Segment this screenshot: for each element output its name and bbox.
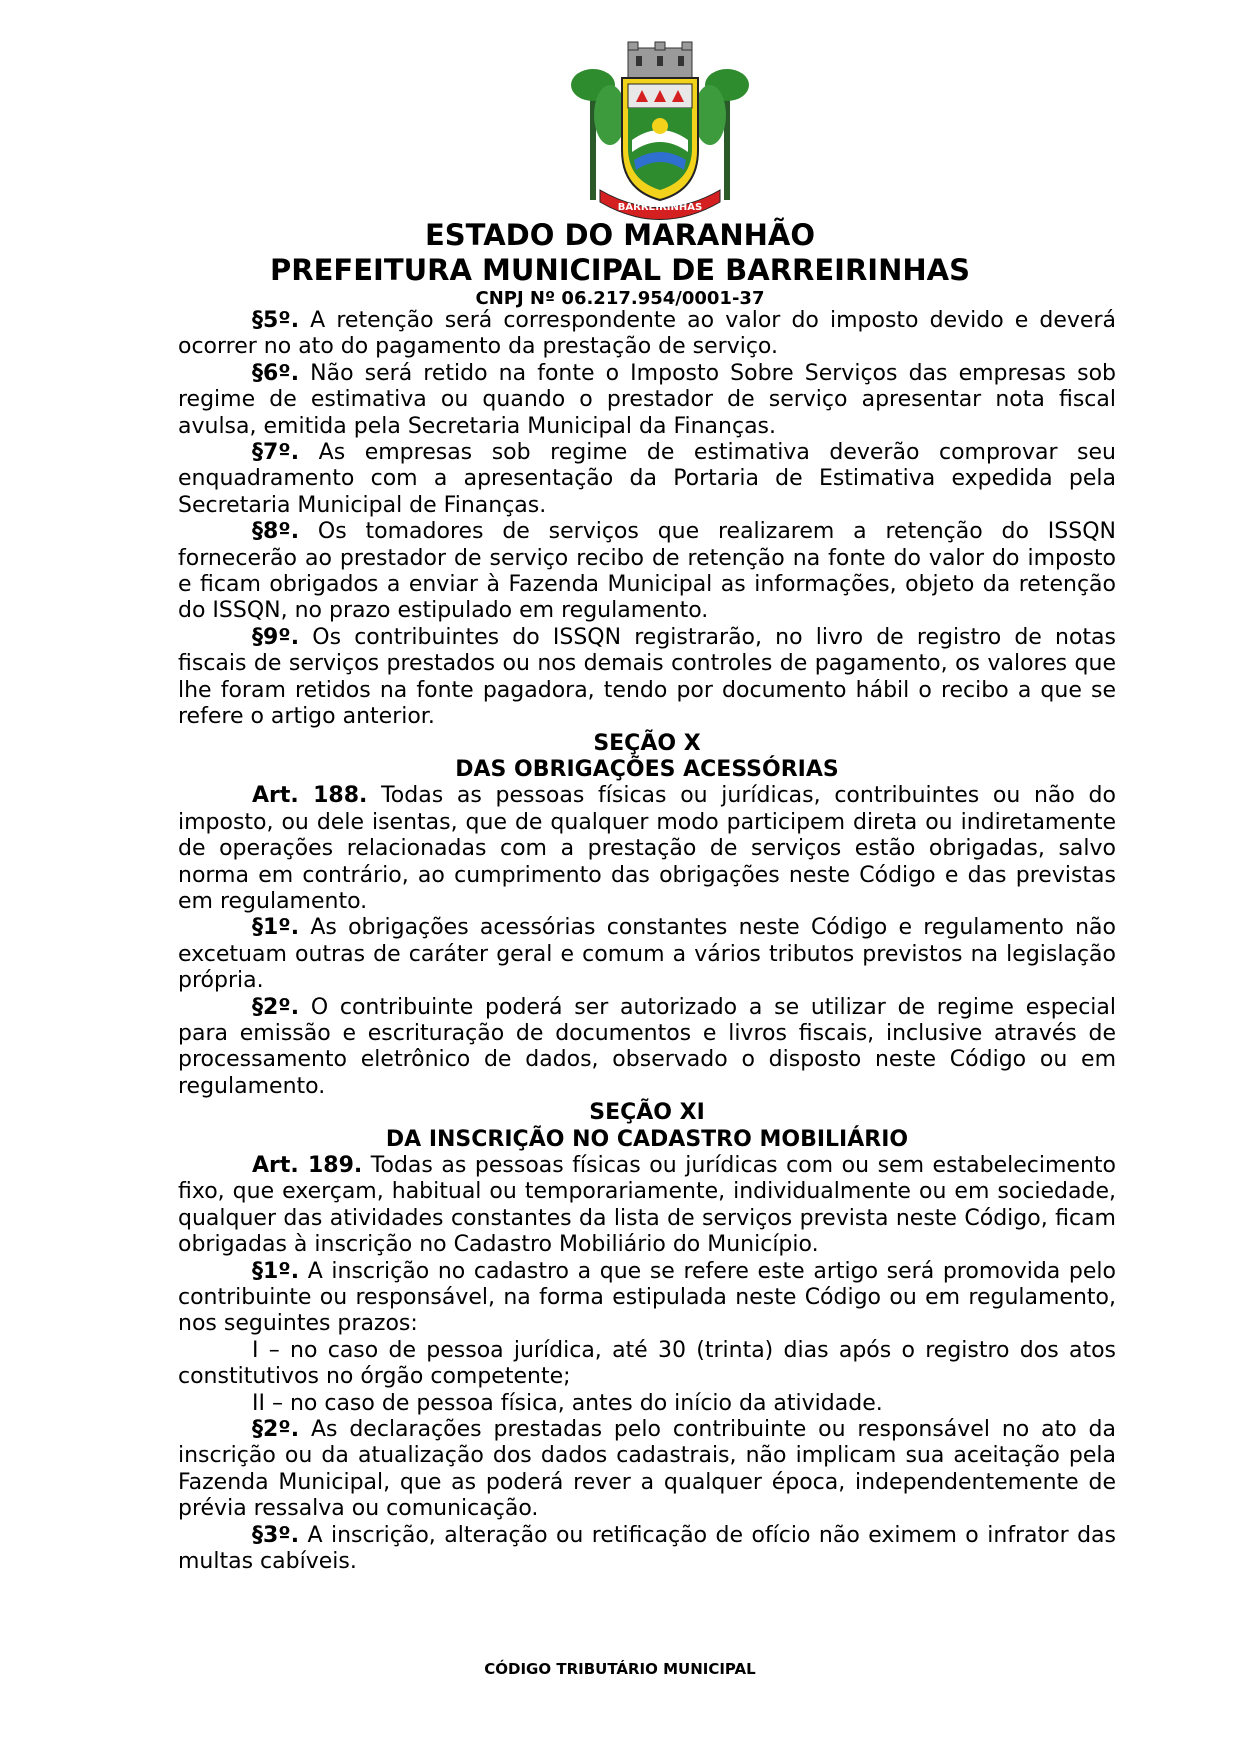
paragraph-text: Todas as pessoas físicas ou jurídicas com ou sem estabelecimento fixo, que exerçam, habitual ou temporariamente, individualmente ou em sociedade, qualquer das atividades constantes da lista de serviços prevista neste Código, ficam obrigadas à inscrição no Cadastro Mobiliário do Município.: [178, 1153, 1116, 1258]
paragraph: [178, 1153, 1116, 1259]
paragraph: [178, 361, 1116, 440]
crest-ribbon-text: BARREIRINHAS: [617, 202, 703, 213]
paragraph: [178, 1391, 1116, 1417]
document-header: [0, 218, 1240, 310]
state-title: ESTADO DO MARANHÃO: [424, 218, 816, 252]
paragraph: [178, 308, 1116, 361]
paragraph: [178, 1338, 1116, 1391]
paragraph-lead: §6º.: [252, 360, 300, 386]
paragraph: [178, 440, 1116, 519]
paragraph: [178, 783, 1116, 915]
municipal-coat-of-arms: [570, 40, 750, 220]
paragraph-text: I – no caso de pessoa jurídica, até 30 (trinta) dias após o registro dos atos constitutivos no órgão competente;: [178, 1337, 1116, 1390]
paragraph-text: Os contribuintes do ISSQN registrarão, no livro de registro de notas fiscais de serviços prestados ou nos demais controles de pagamento, os valores que lhe foram retidos na fonte pagadora, tendo por documento hábil o recibo a que se refere o artigo anterior.: [178, 624, 1116, 730]
page-footer: CÓDIGO TRIBUTÁRIO MUNICIPAL: [484, 1660, 756, 1678]
paragraph-text: Todas as pessoas físicas ou jurídicas, contribuintes ou não do imposto, ou dele isentas, que de qualquer modo participem direta ou indiretamente de operações relacionadas com a prestação de serviços estão obrigadas, salvo norma em contrário, ao cumprimento das obrigações neste Código e das previstas em regulamento.: [178, 783, 1116, 914]
paragraph-lead: §7º.: [252, 440, 300, 466]
paragraph-lead: §9º.: [252, 624, 300, 650]
paragraph: [178, 915, 1116, 994]
paragraph-text: As obrigações acessórias constantes neste Código e regulamento não excetuam outras de caráter geral e comum a vários tributos previstos na legislação própria.: [178, 915, 1116, 994]
paragraph-text: II – no caso de pessoa física, antes do início da atividade.: [252, 1390, 883, 1416]
paragraph-lead: §2º.: [252, 994, 300, 1020]
paragraph-text: A inscrição, alteração ou retificação de ofício não eximem o infrator das multas cabíveis.: [178, 1522, 1116, 1575]
paragraph-lead: Art. 188.: [252, 783, 368, 809]
paragraph: [178, 1417, 1116, 1523]
paragraph-lead: §8º.: [252, 519, 300, 545]
paragraph: [178, 625, 1116, 731]
paragraph-lead: §1º.: [252, 1258, 300, 1284]
paragraph: [178, 1259, 1116, 1338]
paragraph-text: O contribuinte poderá ser autorizado a se utilizar de regime especial para emissão e escrituração de documentos e livros fiscais, inclusive através de processamento eletrônico de dados, observado o disposto neste Código ou em regulamento.: [178, 994, 1116, 1099]
paragraph-text: As empresas sob regime de estimativa deverão comprovar seu enquadramento com a apresentação da Portaria de Estimativa expedida pela Secretaria Municipal de Finanças.: [178, 440, 1116, 518]
document-body: [178, 308, 1116, 1576]
paragraph-text: Não será retido na fonte o Imposto Sobre Serviços das empresas sob regime de estimativa ou quando o prestador de serviço apresentar nota fiscal avulsa, emitida pela Secretaria Municipal da Finanças.: [178, 360, 1116, 439]
municipality-title: PREFEITURA MUNICIPAL DE BARREIRINHAS: [270, 253, 970, 287]
paragraph-lead: §1º.: [252, 915, 300, 941]
paragraph-lead: §5º.: [252, 308, 300, 333]
section-heading: SEÇÃO XI: [589, 1100, 705, 1126]
paragraph: [178, 1523, 1116, 1576]
paragraph-lead: §3º.: [252, 1522, 300, 1548]
paragraph-lead: §2º.: [252, 1417, 300, 1443]
paragraph: [178, 995, 1116, 1101]
paragraph-text: A retenção será correspondente ao valor do imposto devido e deverá ocorrer no ato do pagamento da prestação de serviço.: [178, 308, 1116, 360]
paragraph-text: Os tomadores de serviços que realizarem a retenção do ISSQN fornecerão ao prestador de serviço recibo de retenção na fonte do valor do imposto e ficam obrigados a enviar à Fazenda Municipal as informações, objeto da retenção do ISSQN, no prazo estipulado em regulamento.: [178, 519, 1116, 624]
section-heading: DAS OBRIGAÇÕES ACESSÓRIAS: [455, 756, 839, 782]
paragraph-text: A inscrição no cadastro a que se refere este artigo será promovida pelo contribuinte ou responsável, na forma estipulada neste Código ou em regulamento, nos seguintes prazos:: [178, 1258, 1116, 1337]
section-heading: SEÇÃO X: [593, 730, 701, 756]
paragraph: [178, 519, 1116, 625]
paragraph-lead: Art. 189.: [252, 1153, 363, 1178]
section-heading: DA INSCRIÇÃO NO CADASTRO MOBILIÁRIO: [385, 1126, 909, 1152]
cnpj-line: CNPJ Nº 06.217.954/0001-37: [475, 288, 765, 309]
paragraph-text: As declarações prestadas pelo contribuinte ou responsável no ato da inscrição ou da atualização dos dados cadastrais, não implicam sua aceitação pela Fazenda Municipal, que as poderá rever a qualquer época, independentemente de prévia ressalva ou comunicação.: [178, 1417, 1116, 1522]
